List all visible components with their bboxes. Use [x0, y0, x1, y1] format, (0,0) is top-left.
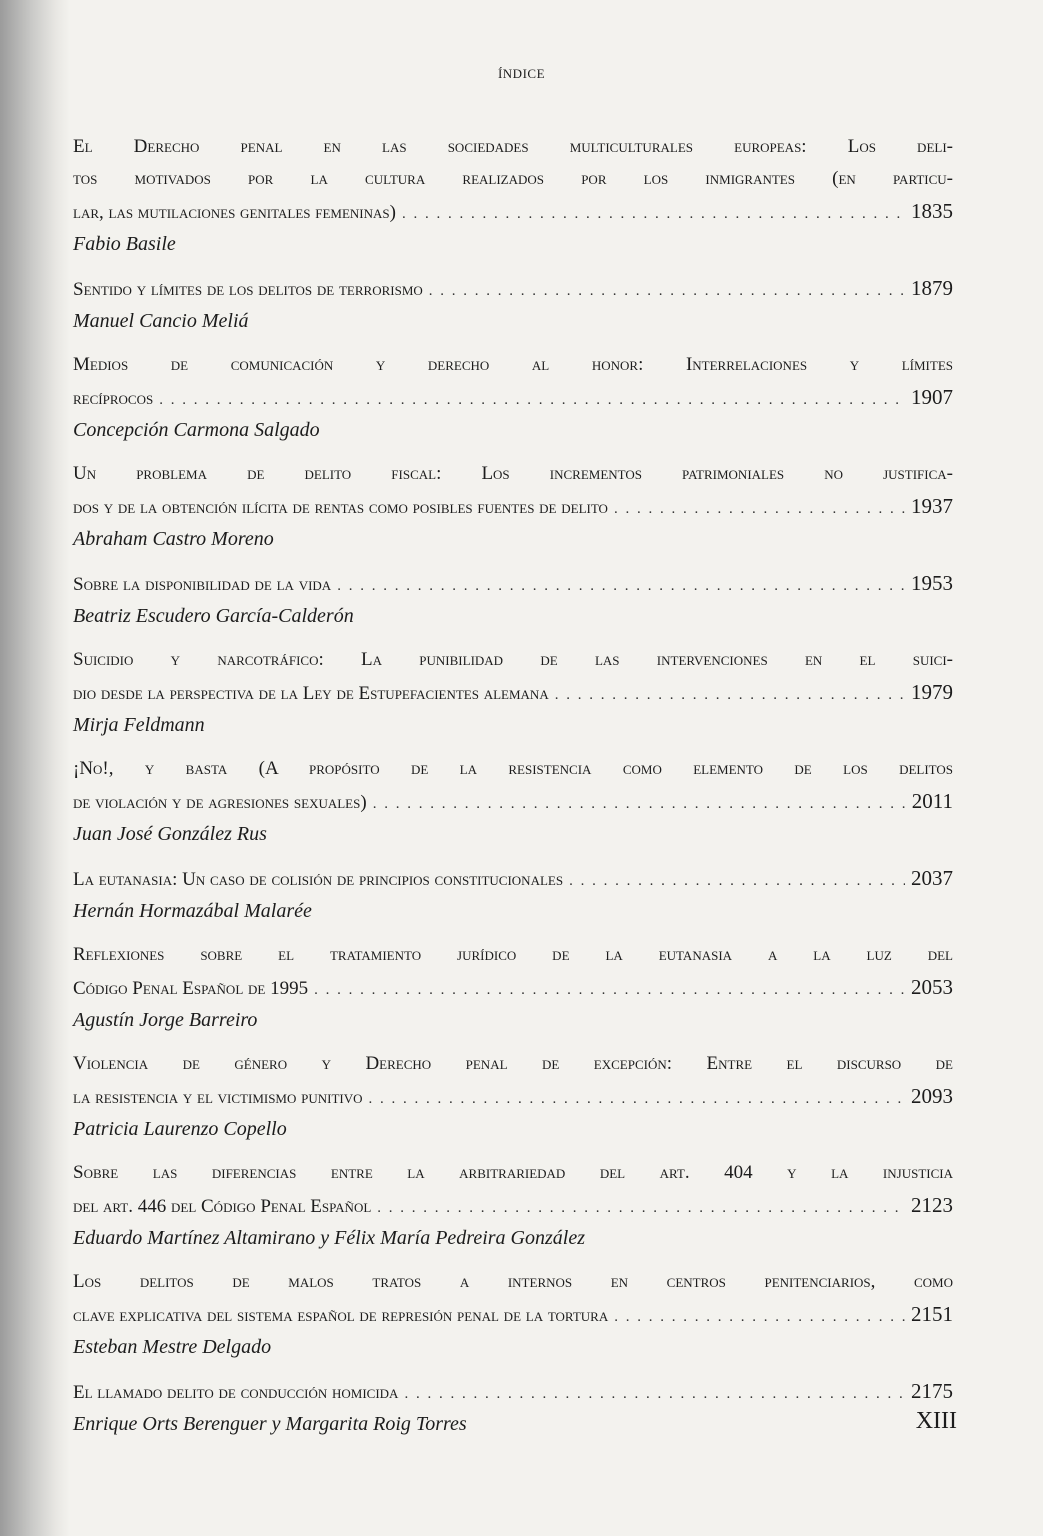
entry-title-tail: La eutanasia: Un caso de colisión de principios constitucionales: [73, 869, 564, 890]
toc-entry[interactable]: [73, 1266, 953, 1361]
entry-title-tail: del art. 446 del Código Penal Español: [73, 1196, 372, 1217]
entry-author: Abraham Castro Moreno: [73, 528, 274, 550]
entry-title-last-line: [73, 381, 953, 416]
entry-title-tail: Sobre la disponibilidad de la vida: [73, 574, 332, 595]
dot-leader: [404, 1378, 905, 1410]
dot-leader: [337, 570, 905, 602]
dot-leader: [314, 974, 905, 1006]
page-gutter-shadow: [0, 0, 70, 1536]
entry-author: Eduardo Martínez Altamirano y Félix María Pedreira González: [73, 1227, 585, 1249]
page-number: 1879: [911, 276, 953, 300]
entry-title-tail: Sentido y límites de los delitos de terrorismo: [73, 279, 423, 300]
page-folio: XIII: [915, 1408, 957, 1434]
entry-title-line: Violencia de género y Derecho penal de excepción: Entre el discurso de: [73, 1053, 953, 1074]
dot-leader: [555, 679, 905, 711]
entry-title-last-line: [73, 785, 953, 820]
toc-entry[interactable]: [73, 939, 953, 1034]
page-number: 2093: [911, 1084, 953, 1108]
page-number: 2123: [911, 1193, 953, 1217]
toc-entry[interactable]: [73, 349, 953, 444]
entry-title-line: Suicidio y narcotráfico: La punibilidad de las intervenciones en el suici-: [73, 649, 953, 670]
entry-title-tail: dos y de la obtención ilícita de rentas como posibles fuentes de delito: [73, 497, 608, 518]
entry-title-tail: la resistencia y el victimismo punitivo: [73, 1087, 363, 1108]
entry-title-tail: lar, las mutilaciones genitales femeninas): [73, 202, 396, 223]
dot-leader: [373, 788, 906, 820]
entry-title-last-line: [73, 862, 953, 897]
dot-leader: [377, 1192, 905, 1224]
entry-title-tail: recíprocos: [73, 388, 154, 409]
entry-title-last-line: [73, 676, 953, 711]
entry-author: Agustín Jorge Barreiro: [73, 1009, 258, 1031]
dot-leader: [429, 275, 905, 307]
page-number: 2037: [911, 866, 953, 890]
dot-leader: [369, 1083, 905, 1115]
entry-author: Mirja Feldmann: [73, 714, 205, 736]
entry-author: Patricia Laurenzo Copello: [73, 1118, 287, 1140]
entry-title-last-line: [73, 195, 953, 230]
entry-title-line: tos motivados por la cultura realizados por los inmigrantes (en particu-: [73, 168, 953, 189]
entry-title-last-line: [73, 1189, 953, 1224]
toc-entry[interactable]: [73, 1157, 953, 1252]
entry-title-line: Reflexiones sobre el tratamiento jurídico de la eutanasia a la luz del: [73, 944, 953, 965]
entry-title-last-line: [73, 1298, 953, 1333]
entry-author: Enrique Orts Berenguer y Margarita Roig Torres: [73, 1413, 467, 1435]
table-of-contents: [73, 131, 953, 1452]
entry-title-line: Medios de comunicación y derecho al honor: Interrelaciones y límites: [73, 354, 953, 375]
entry-title-line: Sobre las diferencias entre la arbitrariedad del art. 404 y la injusticia: [73, 1162, 953, 1183]
page-number: 1907: [911, 385, 953, 409]
entry-title-line: El Derecho penal en las sociedades multiculturales europeas: Los deli-: [73, 136, 953, 157]
entry-author: Beatriz Escudero García-Calderón: [73, 605, 354, 627]
entry-author: Concepción Carmona Salgado: [73, 419, 320, 441]
page-number: 2011: [911, 789, 953, 813]
entry-title-last-line: [73, 272, 953, 307]
entry-title-last-line: [73, 490, 953, 525]
dot-leader: [569, 865, 905, 897]
toc-entry[interactable]: [73, 567, 953, 630]
entry-title-last-line: [73, 567, 953, 602]
dot-leader: [614, 1301, 905, 1333]
entry-author: Esteban Mestre Delgado: [73, 1336, 272, 1358]
toc-entry[interactable]: [73, 1375, 953, 1438]
page-number: 1937: [911, 494, 953, 518]
entry-title-line: Los delitos de malos tratos a internos en centros penitenciarios, como: [73, 1271, 953, 1292]
entry-title-last-line: [73, 1080, 953, 1115]
entry-title-last-line: [73, 971, 953, 1006]
entry-title-tail: Código Penal Español de 1995: [73, 978, 309, 999]
entry-title-last-line: [73, 1375, 953, 1410]
toc-entry[interactable]: [73, 644, 953, 739]
page-number: 1953: [911, 571, 953, 595]
entry-author: Juan José González Rus: [73, 823, 267, 845]
toc-entry[interactable]: [73, 458, 953, 553]
page-number: 1835: [911, 199, 953, 223]
dot-leader: [402, 198, 905, 230]
entry-author: Hernán Hormazábal Malarée: [73, 900, 312, 922]
dot-leader: [614, 493, 905, 525]
toc-entry[interactable]: [73, 862, 953, 925]
page-number: 1979: [911, 680, 953, 704]
page-number: 2175: [911, 1379, 953, 1403]
page-number: 2053: [911, 975, 953, 999]
entry-title-tail: clave explicativa del sistema español de represión penal de la tortura: [73, 1305, 609, 1326]
toc-entry[interactable]: [73, 272, 953, 335]
page-number: 2151: [911, 1302, 953, 1326]
entry-title-tail: de violación y de agresiones sexuales): [73, 792, 367, 813]
page-header: ÍNDICE: [497, 66, 546, 81]
entry-title-tail: dio desde la perspectiva de la Ley de Estupefacientes alemana: [73, 683, 549, 704]
entry-title-line: ¡No!, y basta (A propósito de la resistencia como elemento de los delitos: [73, 758, 953, 779]
toc-entry[interactable]: [73, 1048, 953, 1143]
entry-title-line: Un problema de delito fiscal: Los incrementos patrimoniales no justifica-: [73, 463, 953, 484]
toc-entry[interactable]: [73, 753, 953, 848]
entry-author: Fabio Basile: [73, 233, 176, 255]
dot-leader: [159, 384, 905, 416]
entry-author: Manuel Cancio Meliá: [73, 310, 249, 332]
entry-title-tail: El llamado delito de conducción homicida: [73, 1382, 399, 1403]
toc-entry[interactable]: [73, 131, 953, 258]
